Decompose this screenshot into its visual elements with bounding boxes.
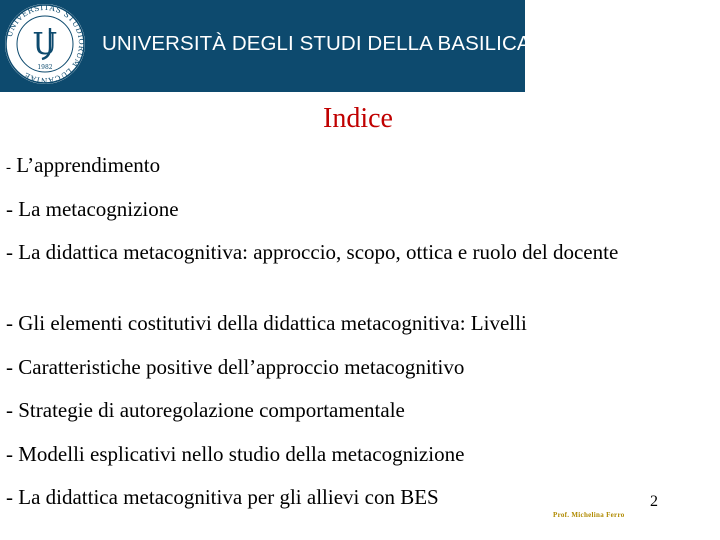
university-banner bbox=[0, 0, 554, 92]
index-item-caratteristiche bbox=[6, 354, 646, 380]
index-item-strategie bbox=[6, 397, 646, 423]
index-item-text: L’apprendimento bbox=[11, 153, 161, 177]
index-item-dash: - bbox=[6, 311, 13, 335]
index-item-elementi bbox=[6, 310, 646, 336]
index-item-dash: - bbox=[6, 355, 13, 379]
index-item-metacognizione bbox=[6, 196, 646, 222]
index-item-text: La didattica metacognitiva: approccio, scopo, ottica e ruolo del docente bbox=[13, 240, 619, 264]
slide-number: 2 bbox=[650, 493, 658, 510]
index-item-text: Strategie di autoregolazione comportamentale bbox=[13, 398, 405, 422]
seal-ring-text: UNIVERSITAS STUDIORUM LUCANIAE bbox=[4, 2, 87, 86]
index-item-dash: - bbox=[6, 197, 13, 221]
index-item-text: La metacognizione bbox=[13, 197, 179, 221]
footer-author: Prof. Michelina Ferro bbox=[553, 511, 625, 519]
index-item-didattica bbox=[6, 239, 646, 265]
index-item-dash: - bbox=[6, 240, 13, 264]
university-seal-icon bbox=[3, 2, 87, 86]
index-item-text: Modelli esplicativi nello studio della metacognizione bbox=[13, 442, 465, 466]
seal-initials: U bbox=[32, 27, 58, 62]
index-item-dash: - bbox=[6, 398, 13, 422]
index-item-text: La didattica metacognitiva per gli allievi con BES bbox=[13, 485, 439, 509]
index-item-dash: - bbox=[6, 442, 13, 466]
index-item-bes bbox=[6, 484, 646, 510]
university-name: UNIVERSITÀ DEGLI STUDI DELLA BASILICATA bbox=[102, 32, 554, 55]
index-item-apprendimento bbox=[6, 152, 646, 181]
index-item-modelli bbox=[6, 441, 646, 467]
index-item-dash: - bbox=[6, 485, 13, 509]
index-item-text: Caratteristiche positive dell’approccio metacognitivo bbox=[13, 355, 465, 379]
slide-title: Indice bbox=[323, 103, 393, 134]
seal-year: 1982 bbox=[37, 64, 53, 71]
index-item-text: Gli elementi costitutivi della didattica metacognitiva: Livelli bbox=[13, 311, 527, 335]
index-item-dash: - bbox=[6, 160, 11, 176]
